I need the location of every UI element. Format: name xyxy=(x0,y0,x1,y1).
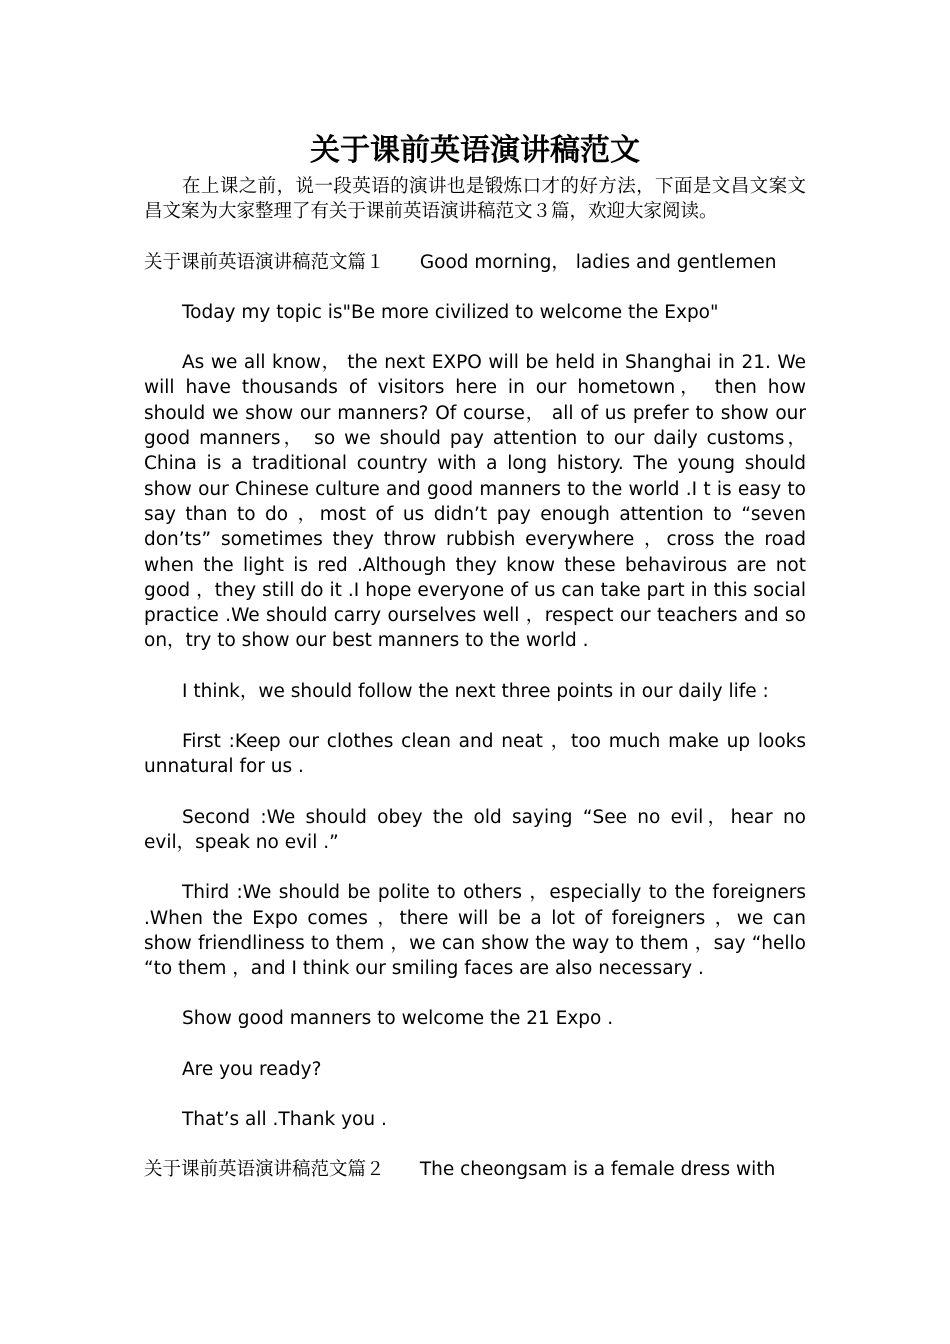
topic-paragraph: Today my topic is"Be more civilized to welcome the Expo" xyxy=(182,301,719,323)
section-1-heading: 关于课前英语演讲稿范文篇１ xyxy=(144,251,385,273)
thanks-paragraph: That’s all .Thank you . xyxy=(182,1109,387,1131)
section-2-line xyxy=(144,1157,806,1182)
intro-paragraph: 在上课之前，说一段英语的演讲也是锻炼口才的好方法，下面是文昌文案文昌文案为大家整理了有关于课前英语演讲稿范文３篇，欢迎大家阅读。 xyxy=(144,176,806,223)
section-1-first-line: Good morning， ladies and gentlemen xyxy=(419,251,777,273)
section-1-line xyxy=(144,250,806,275)
page-title: 关于课前英语演讲稿范文 xyxy=(310,133,640,168)
document-body xyxy=(144,128,806,1183)
second-point-paragraph: Second :We should obey the old saying “See no evil，hear no evil，speak no evil .” xyxy=(144,806,806,853)
first-point-paragraph: First :Keep our clothes clean and neat ，too much make up looks unnatural for us . xyxy=(144,731,806,778)
three-points-paragraph: I think，we should follow the next three points in our daily life : xyxy=(182,680,769,702)
section-2-heading: 关于课前英语演讲稿范文篇２ xyxy=(144,1159,385,1181)
section-2-first-line: The cheongsam is a female dress with xyxy=(419,1159,776,1181)
ready-paragraph: Are you ready? xyxy=(182,1058,322,1080)
show-manners-paragraph: Show good manners to welcome the 21 Expo . xyxy=(182,1008,614,1030)
expo-paragraph: As we all know， the next EXPO will be held in Shanghai in 21. We will have thousands of visitors here in our hometown， then how should we show our manners? Of course， all of us prefer to show our good manners， so we should pay attention to our daily customs，China is a traditional country with a long history. The young should show our Chinese culture and good manners to the world .I t is easy to say than to do ，most of us didn’t pay enough attention to “seven don’ts” sometimes they throw rubbish everywhere ，cross the road when the light is red .Although they know these behavirous are not good ，they still do it .I hope everyone of us can take part in this social practice .We should carry ourselves well ，respect our teachers and so on，try to show our best manners to the world . xyxy=(144,352,806,652)
third-point-paragraph: Third :We should be polite to others ，especially to the foreigners .When the Expo comes ，there will be a lot of foreigners ，we can show friendliness to them ，we can show the way to them ，say “hello “to them ，and I think our smiling faces are also necessary . xyxy=(144,882,806,980)
